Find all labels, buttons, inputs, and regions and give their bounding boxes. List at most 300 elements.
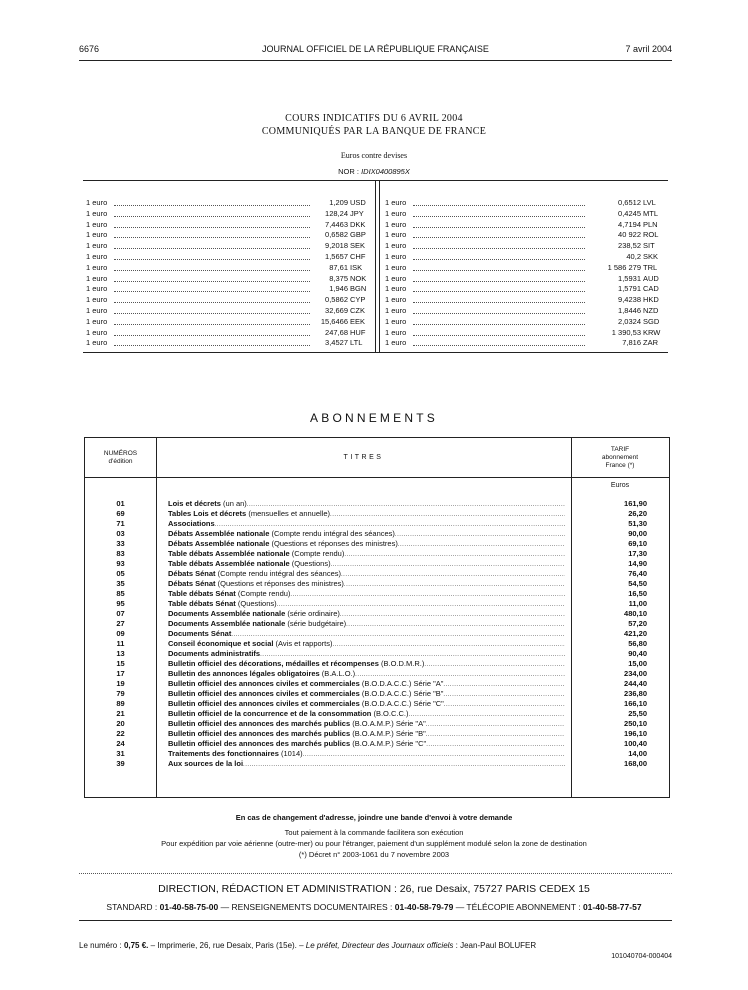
rate-currency: HUF	[350, 327, 366, 337]
subscription-title-bold: Débats Assemblée nationale	[168, 529, 270, 538]
rate-value: 7,4463	[325, 219, 348, 229]
edition-number: 89	[116, 699, 125, 708]
rate-currency: CZK	[350, 305, 365, 315]
notes	[0, 812, 748, 860]
telecopie-label: — TÉLÉCOPIE ABONNEMENT :	[453, 902, 581, 912]
rate-unit: 1 euro	[385, 273, 407, 283]
subscription-row	[85, 659, 669, 669]
rate-unit: 1 euro	[385, 316, 407, 326]
subscription-title-bold: Lois et décrets	[168, 499, 221, 508]
rate-currency: SIT	[643, 241, 655, 251]
rate-row	[385, 328, 665, 339]
leader-dots	[114, 216, 310, 217]
subscription-price: 90,00	[628, 529, 647, 538]
subscription-price: 56,80	[628, 639, 647, 648]
leader-dots	[413, 216, 585, 217]
rate-currency: SKK	[643, 251, 659, 261]
rate-row	[385, 338, 665, 349]
rate-currency: LTL	[350, 338, 363, 348]
rate-unit: 1 euro	[86, 316, 108, 326]
rate-value: 238,52	[618, 241, 641, 251]
rate-currency: SEK	[350, 241, 366, 251]
numero-label: Le numéro :	[79, 941, 122, 950]
subscription-row	[85, 759, 669, 769]
rate-unit: 1 euro	[385, 230, 407, 240]
rate-row	[86, 230, 372, 241]
rate-currency: USD	[350, 198, 366, 207]
rate-unit: 1 euro	[86, 230, 108, 240]
rates-right-column	[385, 198, 665, 349]
rate-row	[385, 306, 665, 317]
column-header-number-line1: NUMÉROS	[103, 450, 138, 457]
edition-number: 69	[116, 509, 125, 518]
subscription-title-bold: Bulletin officiel de la concurrence et de la consommation	[168, 709, 372, 718]
rate-unit: 1 euro	[385, 338, 407, 348]
rate-value: 32,669	[325, 305, 348, 315]
rate-currency: SGD	[643, 316, 660, 326]
rate-row	[86, 241, 372, 252]
subscription-price: 168,00	[624, 759, 647, 768]
edition-number: 95	[116, 599, 125, 608]
edition-number: 33	[116, 539, 125, 548]
rate-unit: 1 euro	[86, 284, 108, 294]
rate-unit: 1 euro	[86, 219, 108, 229]
edition-number: 27	[116, 619, 125, 628]
prefect-title: Le préfet, Directeur des Journaux officiels	[305, 941, 454, 950]
nor-reference	[0, 167, 748, 176]
edition-number: 03	[116, 529, 125, 538]
rate-value: 0,6582	[325, 230, 348, 240]
rate-unit: 1 euro	[86, 208, 108, 218]
edition-number: 35	[116, 579, 125, 588]
column-header-number-line2: d'édition	[108, 458, 133, 465]
subscription-title-detail: (B.O.D.M.R.)	[378, 659, 425, 668]
subscription-title-bold: Débats Sénat	[168, 579, 216, 588]
subscription-row	[85, 619, 669, 629]
rate-currency: KRW	[643, 327, 661, 337]
rate-currency: CYP	[350, 295, 366, 305]
leader-dots	[114, 237, 310, 238]
subscription-row	[85, 519, 669, 529]
subscription-price: 76,40	[628, 569, 647, 578]
rate-row	[385, 252, 665, 263]
subscription-row	[85, 699, 669, 709]
subscription-title-detail: (Questions)	[289, 559, 331, 568]
standard-number: 01-40-58-75-00	[159, 902, 219, 912]
rate-currency: CHF	[350, 251, 366, 261]
subscription-price: 250,10	[624, 719, 647, 728]
subscription-title-detail: (B.O.A.M.P.) Série "B"	[350, 729, 426, 738]
rate-currency: TRL	[643, 262, 658, 272]
subscription-title-bold: Documents Assemblée nationale	[168, 619, 286, 628]
subscription-row	[85, 589, 669, 599]
subscription-title-detail: (Compte rendu)	[235, 589, 291, 598]
column-header-tarif-line2: abonnement	[601, 454, 639, 461]
rate-currency: AUD	[643, 273, 659, 283]
rate-currency: BGN	[350, 284, 367, 294]
rates-title-line1: COURS INDICATIFS DU 6 AVRIL 2004	[285, 113, 463, 124]
rate-unit: 1 euro	[86, 251, 108, 261]
rate-unit: 1 euro	[86, 327, 108, 337]
issue-price: 0,75 €.	[123, 941, 149, 950]
rates-title-line2: COMMUNIQUÉS PAR LA BANQUE DE FRANCE	[261, 126, 487, 137]
rate-unit: 1 euro	[385, 305, 407, 315]
subscription-title-detail: (Questions)	[235, 599, 277, 608]
edition-number: 39	[116, 759, 125, 768]
subscription-title-bold: Bulletin officiel des annonces des marchés publics	[168, 729, 351, 738]
subscription-title-detail: (B.O.A.M.P.) Série "A"	[350, 719, 426, 728]
subscription-title-bold: Bulletin officiel des annonces des marchés publics	[168, 719, 351, 728]
subscription-title-detail: (Avis et rapports)	[273, 639, 333, 648]
rate-currency: ISK	[350, 262, 363, 272]
rate-unit: 1 euro	[86, 273, 108, 283]
leader-dots	[413, 313, 585, 314]
rate-unit: 1 euro	[385, 251, 407, 261]
rate-currency: EEK	[350, 316, 366, 326]
rate-currency: GBP	[350, 230, 366, 240]
rates-title	[0, 112, 748, 138]
column-header-number	[85, 450, 156, 466]
edition-number: 21	[116, 709, 125, 718]
rate-row	[385, 241, 665, 252]
subscription-row	[85, 509, 669, 519]
rate-value: 1,209	[329, 198, 348, 207]
telecopie-number: 01-40-58-77-57	[582, 902, 642, 912]
subscription-price: 90,40	[628, 649, 647, 658]
leader-dots	[413, 281, 585, 282]
edition-number: 19	[116, 679, 125, 688]
subscription-title-detail: (B.O.D.A.C.C.) Série "B"	[359, 689, 444, 698]
leader-dots	[413, 291, 585, 292]
leader-dots	[413, 324, 585, 325]
currency-label: Euros	[610, 482, 630, 489]
rate-value: 9,4238	[618, 295, 641, 305]
edition-number: 05	[116, 569, 125, 578]
rates-left-column	[86, 198, 372, 349]
subscription-price: 244,40	[624, 679, 647, 688]
leader-dots	[413, 345, 585, 346]
rate-value: 3,4527	[325, 338, 348, 348]
subscription-price: 51,30	[628, 519, 647, 528]
rates-divider	[375, 181, 380, 352]
subscription-title-bold: Bulletin officiel des annonces civiles et commerciales	[168, 679, 360, 688]
subscription-price: 54,50	[628, 579, 647, 588]
column-header-tarif-line1: TARIF	[610, 446, 630, 453]
leader-dots	[114, 205, 310, 206]
subscription-title-bold: Bulletin officiel des annonces civiles et commerciales	[168, 689, 360, 698]
leader-dots	[413, 227, 585, 228]
rate-value: 15,6466	[320, 316, 348, 326]
rate-value: 1,5931	[618, 273, 641, 283]
edition-number: 71	[116, 519, 125, 528]
subscription-price: 57,20	[628, 619, 647, 628]
rate-row	[385, 263, 665, 274]
edition-number: 31	[116, 749, 125, 758]
dotted-separator	[79, 873, 672, 874]
subscription-title-detail: (Compte rendu intégral des séances)	[215, 569, 342, 578]
leader-dots	[413, 335, 585, 336]
rate-row	[385, 274, 665, 285]
rate-value: 2,0324	[618, 316, 641, 326]
header-rule	[85, 477, 669, 478]
rate-currency: NOK	[350, 273, 367, 283]
rate-row	[385, 198, 665, 209]
subscription-title-detail: (B.O.A.M.P.) Série "C"	[350, 739, 427, 748]
subscription-title-detail: (série budgétaire)	[285, 619, 347, 628]
subscription-title-detail: (B.O.D.A.C.C.) Série "C"	[359, 699, 444, 708]
rate-value: 4,7194	[618, 219, 641, 229]
subscription-title-bold: Aux sources de la loi	[168, 759, 244, 768]
rate-row	[86, 274, 372, 285]
subscription-title-detail: (Compte rendu)	[289, 549, 345, 558]
edition-number: 83	[116, 549, 125, 558]
edition-number: 79	[116, 689, 125, 698]
rate-currency: ZAR	[643, 338, 658, 348]
edition-number: 11	[116, 639, 125, 648]
header-rule	[79, 60, 672, 61]
rate-row	[86, 220, 372, 231]
rate-row	[385, 209, 665, 220]
subscription-rows	[85, 499, 669, 769]
subscription-price: 421,20	[624, 629, 647, 638]
edition-number: 85	[116, 589, 125, 598]
rate-currency: LVL	[643, 198, 656, 207]
leader-dots	[114, 345, 310, 346]
rate-row	[86, 252, 372, 263]
subscription-price: 166,10	[624, 699, 647, 708]
rate-row	[385, 295, 665, 306]
rate-currency: ROL	[643, 230, 659, 240]
subscription-price: 11,00	[628, 599, 647, 608]
subscription-title-bold: Table débats Sénat	[168, 589, 236, 598]
rate-value: 0,5862	[325, 295, 348, 305]
subscription-title-detail: (un an)	[220, 499, 247, 508]
rate-row	[86, 263, 372, 274]
rate-unit: 1 euro	[86, 198, 108, 207]
rate-currency: HKD	[643, 295, 659, 305]
subscription-row	[85, 709, 669, 719]
rate-currency: CAD	[643, 284, 659, 294]
subscription-row	[85, 609, 669, 619]
rate-value: 1,8446	[618, 305, 641, 315]
subscription-title-bold: Associations	[168, 519, 215, 528]
subscription-title-bold: Bulletin officiel des annonces des marchés publics	[168, 739, 351, 748]
subscriptions-table	[84, 437, 670, 798]
subscription-title-bold: Table débats Sénat	[168, 599, 236, 608]
subscription-price: 15,00	[628, 659, 647, 668]
rate-unit: 1 euro	[385, 241, 407, 251]
exchange-rates-table	[83, 180, 668, 353]
subscription-title-detail: (Questions et réponses des ministres)	[269, 539, 398, 548]
rate-row	[385, 284, 665, 295]
edition-number: 09	[116, 629, 125, 638]
issue-date: 7 avril 2004	[625, 44, 672, 54]
rate-value: 40,2	[626, 251, 641, 261]
leader-dots	[114, 313, 310, 314]
leader-dots	[413, 205, 585, 206]
footer-rule	[79, 920, 672, 921]
subscription-title-detail: (Questions et réponses des ministres)	[215, 579, 344, 588]
subscription-price: 234,00	[624, 669, 647, 678]
subscription-row	[85, 669, 669, 679]
subscription-title-detail: (B.O.C.C.)	[371, 709, 409, 718]
edition-number: 15	[116, 659, 125, 668]
subscription-row	[85, 549, 669, 559]
subscription-row	[85, 719, 669, 729]
subscription-price: 236,80	[624, 689, 647, 698]
subscription-title-bold: Table débats Assemblée nationale	[168, 559, 290, 568]
rate-row	[86, 328, 372, 339]
edition-number: 24	[116, 739, 125, 748]
column-header-tarif	[571, 446, 669, 470]
rate-currency: NZD	[643, 305, 659, 315]
subscription-row	[85, 749, 669, 759]
column-header-titles: TITRES	[343, 454, 384, 461]
rate-value: 0,4245	[618, 208, 641, 218]
payment-note: Tout paiement à la commande facilitera son exécution	[284, 828, 464, 837]
rate-unit: 1 euro	[86, 241, 108, 251]
rate-currency: DKK	[350, 219, 366, 229]
rate-unit: 1 euro	[385, 295, 407, 305]
rate-value: 128,24	[325, 208, 348, 218]
rate-unit: 1 euro	[385, 198, 407, 207]
subscription-row	[85, 679, 669, 689]
rate-value: 1,5791	[618, 284, 641, 294]
subscription-title-bold: Bulletin officiel des décorations, médailles et récompenses	[168, 659, 379, 668]
edition-number: 22	[116, 729, 125, 738]
subscription-title-bold: Débats Sénat	[168, 569, 216, 578]
rate-unit: 1 euro	[385, 327, 407, 337]
renseignements-label: — RENSEIGNEMENTS DOCUMENTAIRES :	[218, 902, 393, 912]
subscription-row	[85, 739, 669, 749]
rate-unit: 1 euro	[86, 262, 108, 272]
subscription-price: 14,90	[628, 559, 647, 568]
subscription-price: 161,90	[624, 499, 647, 508]
subscription-row	[85, 499, 669, 509]
edition-number: 20	[116, 719, 125, 728]
subscription-title-detail: (1014)	[278, 749, 303, 758]
rate-currency: MTL	[643, 208, 658, 218]
subscription-row	[85, 649, 669, 659]
journal-title: JOURNAL OFFICIEL DE LA RÉPUBLIQUE FRANÇAISE	[262, 44, 489, 54]
rate-row	[86, 295, 372, 306]
subscription-title-detail: (B.A.L.O.)	[319, 669, 356, 678]
page-header	[79, 44, 672, 58]
leader-dots	[114, 259, 310, 260]
leader-dots	[413, 270, 585, 271]
subscription-title-bold: Traitements des fonctionnaires	[168, 749, 279, 758]
edition-number: 13	[116, 649, 125, 658]
rate-row	[385, 220, 665, 231]
subscription-price: 16,50	[628, 589, 647, 598]
leader-dots	[114, 335, 310, 336]
rate-value: 1,5657	[325, 251, 348, 261]
rate-row	[385, 230, 665, 241]
renseignements-number: 01-40-58-79-79	[394, 902, 454, 912]
leader-dots	[413, 259, 585, 260]
rate-unit: 1 euro	[385, 208, 407, 218]
rate-unit: 1 euro	[385, 262, 407, 272]
rate-unit: 1 euro	[86, 305, 108, 315]
rate-value: 7,816	[622, 338, 641, 348]
rate-row	[86, 209, 372, 220]
decree-note: (*) Décret n° 2003-1061 du 7 novembre 2003	[298, 850, 450, 859]
subscription-title-bold: Documents administratifs	[168, 649, 261, 658]
subscription-title-detail: (série ordinaire)	[285, 609, 340, 618]
subscription-title-bold: Documents Sénat	[168, 629, 232, 638]
subscription-price: 100,40	[624, 739, 647, 748]
shipping-note: Pour expédition par voie aérienne (outre-mer) ou pour l'étranger, paiement d'un supplément modulé selon la zone de destination	[161, 839, 587, 848]
subscription-row	[85, 639, 669, 649]
direction-address: DIRECTION, RÉDACTION ET ADMINISTRATION : 26, rue Desaix, 75727 PARIS CEDEX 15	[158, 883, 590, 895]
rate-row	[86, 306, 372, 317]
rate-unit: 1 euro	[86, 295, 108, 305]
leader-dots	[114, 291, 310, 292]
rate-value: 87,61	[329, 262, 348, 272]
subscription-row	[85, 539, 669, 549]
subscription-row	[85, 629, 669, 639]
rate-row	[86, 317, 372, 328]
leader-dots	[413, 302, 585, 303]
subscription-price: 26,20	[628, 509, 647, 518]
edition-number: 01	[116, 499, 125, 508]
leader-dots	[114, 302, 310, 303]
rate-unit: 1 euro	[385, 219, 407, 229]
subscription-price: 25,50	[628, 709, 647, 718]
subscription-price: 17,30	[628, 549, 647, 558]
rate-unit: 1 euro	[86, 338, 108, 348]
subscription-row	[85, 579, 669, 589]
document-code: 101040704-000404	[611, 953, 672, 960]
rate-value: 9,2018	[325, 241, 348, 251]
subscription-title-bold: Tables Lois et décrets	[168, 509, 247, 518]
standard-label: STANDARD :	[106, 902, 158, 912]
rates-subtitle: Euros contre devises	[340, 151, 408, 160]
edition-number: 07	[116, 609, 125, 618]
leader-dots	[114, 227, 310, 228]
leader-dots	[114, 270, 310, 271]
address-change-note: En cas de changement d'adresse, joindre une bande d'envoi à votre demande	[235, 813, 513, 822]
subscription-title-detail: (Compte rendu intégral des séances)	[269, 529, 395, 538]
nor-label: NOR :	[338, 167, 359, 176]
subscription-price: 69,10	[628, 539, 647, 548]
rate-value: 1,946	[329, 284, 348, 294]
subscription-price: 14,00	[628, 749, 647, 758]
contact-numbers	[0, 902, 748, 912]
subscription-row	[85, 599, 669, 609]
director-name: : Jean-Paul BOLUFER	[453, 941, 537, 950]
leader-dots	[413, 237, 585, 238]
column-header-tarif-line3: France (*)	[605, 462, 635, 469]
rate-currency: JPY	[350, 208, 364, 218]
subscription-title-detail: (B.O.D.A.C.C.) Série "A"	[359, 679, 444, 688]
rate-row	[86, 338, 372, 349]
rate-unit: 1 euro	[385, 284, 407, 294]
subscription-price: 480,10	[624, 609, 647, 618]
leader-dots	[114, 281, 310, 282]
subscription-title-bold: Débats Assemblée nationale	[168, 539, 270, 548]
subscription-row	[85, 729, 669, 739]
rate-currency: PLN	[643, 219, 658, 229]
subscription-row	[85, 559, 669, 569]
rate-row	[86, 198, 372, 209]
rate-row	[385, 317, 665, 328]
subscription-price: 196,10	[624, 729, 647, 738]
subscription-title-bold: Documents Assemblée nationale	[168, 609, 286, 618]
leader-dots	[114, 324, 310, 325]
subscription-title-bold: Bulletin officiel des annonces civiles et commerciales	[168, 699, 360, 708]
subscription-title-bold: Table débats Assemblée nationale	[168, 549, 290, 558]
